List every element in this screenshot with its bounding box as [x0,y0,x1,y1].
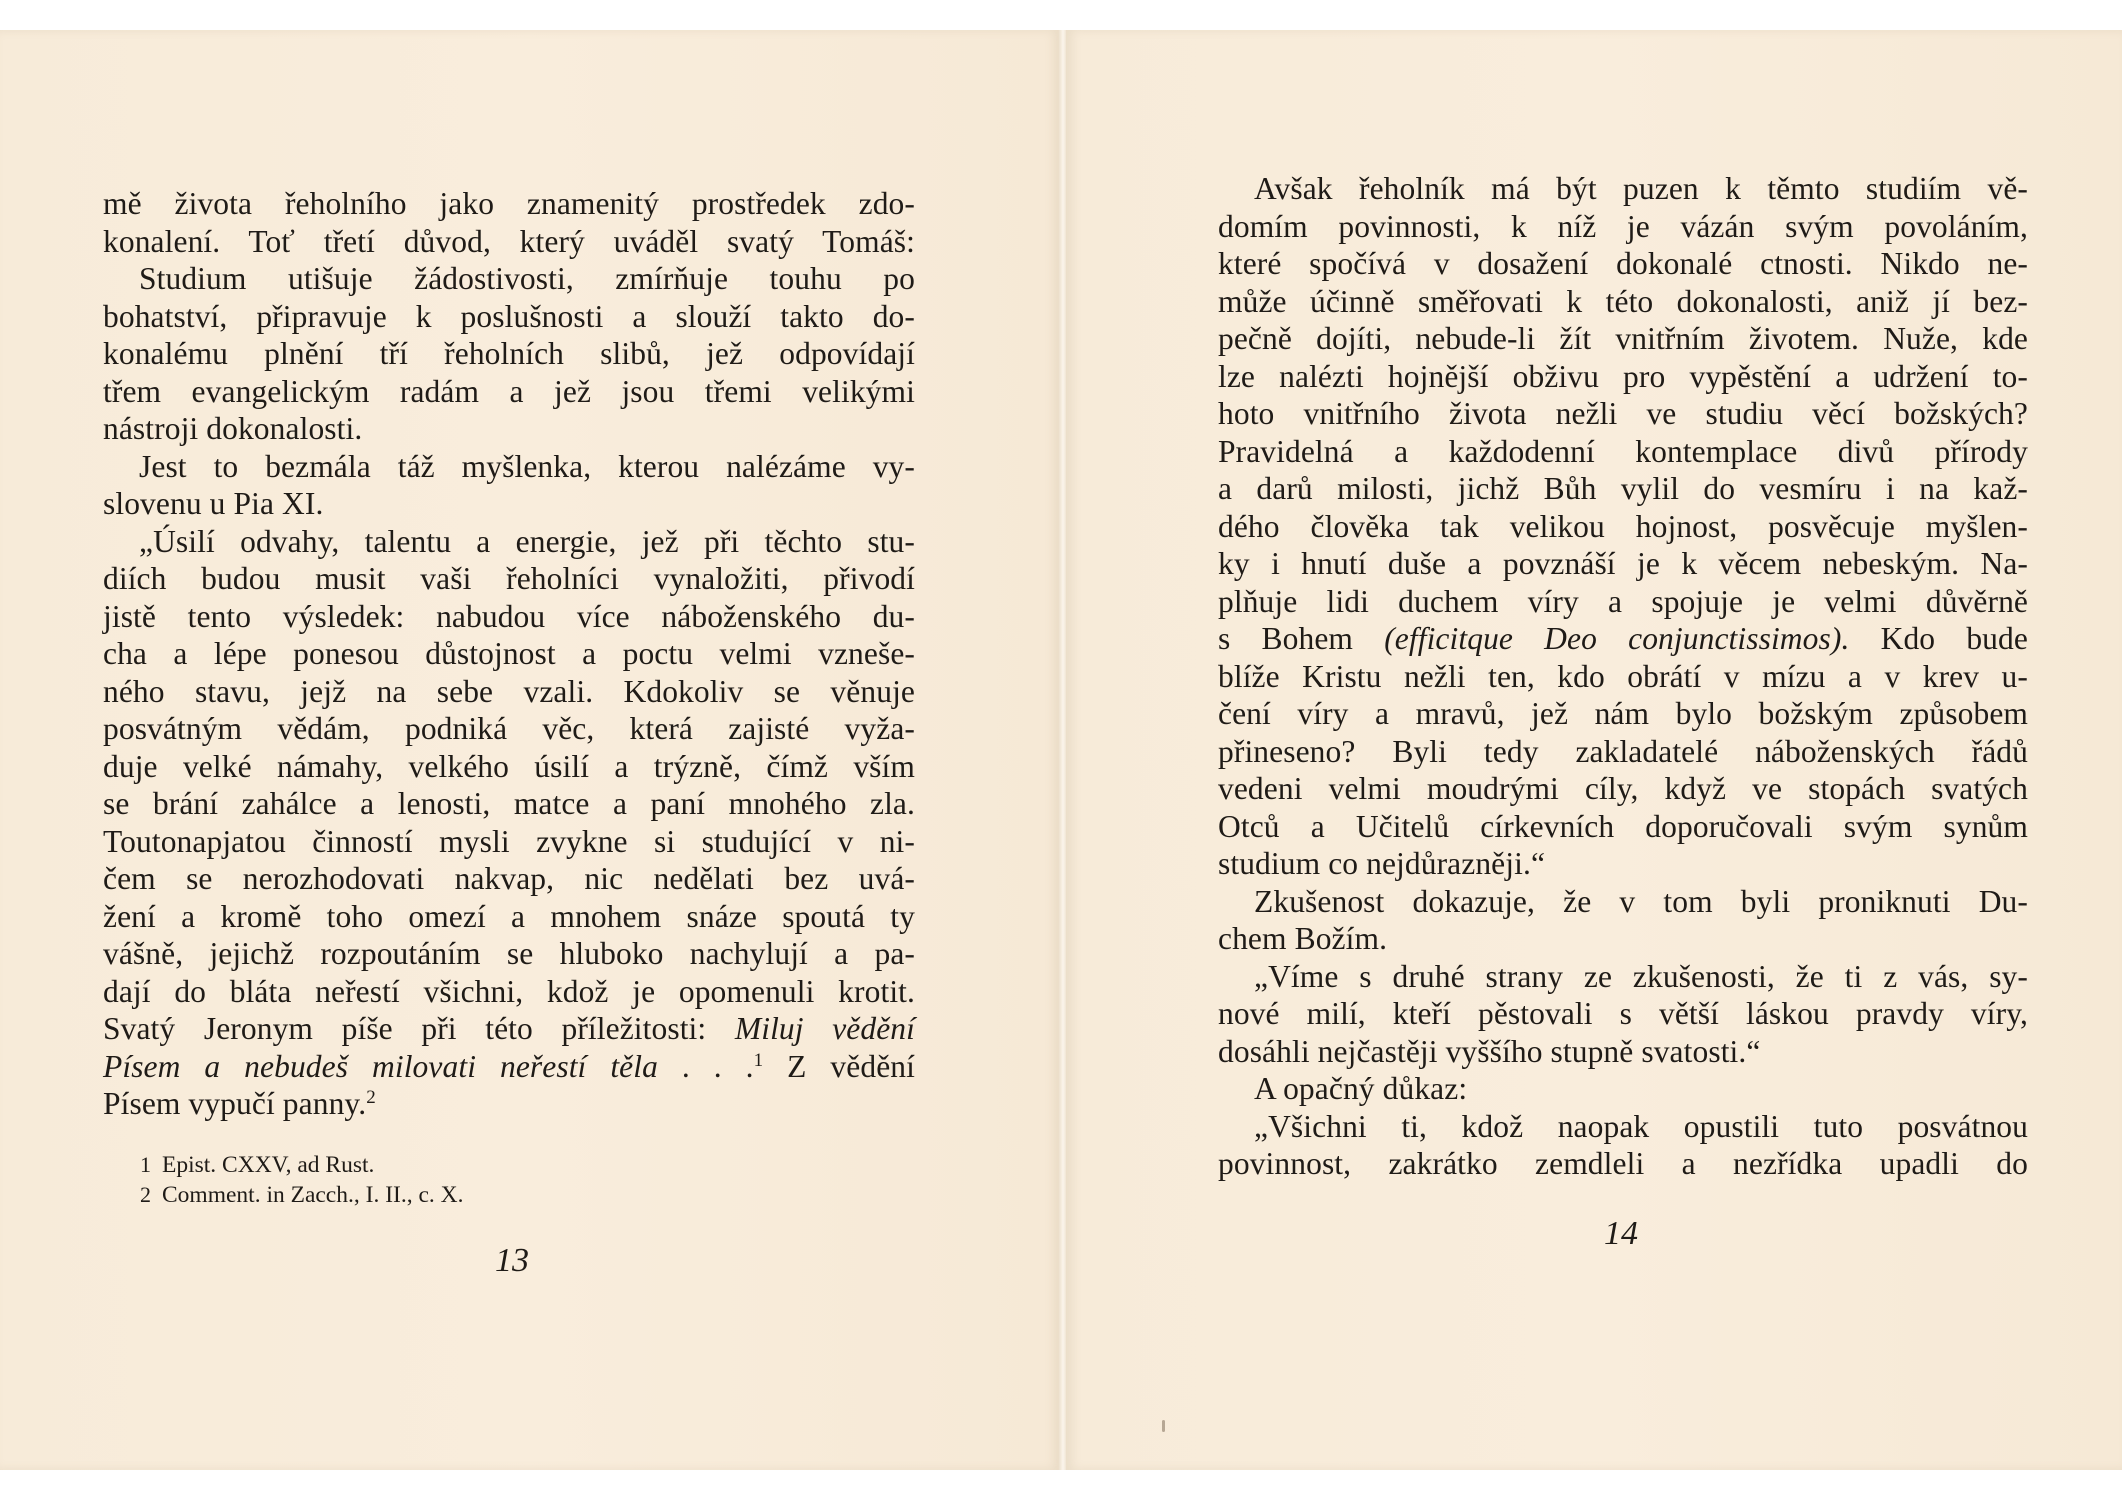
text-line: a darů milosti, jichž Bůh vylil do vesmíru i na kaž- [1218,471,2028,506]
text-line: posvátným vědám, podniká věc, která zajisté vyža- [103,711,915,746]
italic-quote: Miluj vědění [734,1011,916,1046]
text-line: „Úsilí odvahy, talentu a energie, jež při těchto stu- [139,523,915,559]
right-page-body [1218,170,2028,1183]
text-line: lze nalézti hojnější obživu pro vypěstění a udržení to- [1218,358,2028,394]
text-line: může účinně směřovati k této dokonalosti, aniž jí bez- [1218,283,2028,319]
text-line: A opačný důkaz: [1254,1071,1468,1106]
text-fragment: Kdo bude [1849,621,2028,656]
text-line: plňuje lidi duchem víry a spojuje je velmi důvěrně [1218,583,2028,619]
footnote-marker: 1 [753,1049,764,1071]
left-page-body [103,185,915,1123]
text-line: čení víry a mravů, jež nám bylo božským způsobem [1218,696,2028,731]
text-line: nástroji dokonalosti. [103,411,363,446]
text-line: třem evangelickým radám a jež jsou třemi velikými [103,373,915,409]
text-line: chem Božím. [1218,921,1388,956]
footnote-text: Epist. CXXV, ad Rust. [162,1152,375,1178]
text-line: hoto vnitřního života nežli ve studiu věcí božských? [1218,396,2028,431]
text-line: jistě tento výsledek: nabudou více náboženského du- [103,598,915,634]
footnote [140,1150,740,1180]
text-line: duje velké námahy, velkého úsilí a trýzně, čímž vším [103,748,915,784]
text-line [103,1048,915,1086]
text-line: Avšak řeholník má být puzen k těmto studiím vě- [1254,171,2028,206]
text-line: konalému plnění tří řeholních slibů, jež odpovídají [103,336,915,371]
text-line [103,1010,915,1048]
page-number: 13 [495,1242,529,1279]
italic-quote: (efficitque Deo conjunctissimos). [1384,621,1850,656]
text-line: studium co nejdůrazněji.“ [1218,846,1546,881]
text-line: které spočívá v dosažení dokonalé ctnosti. Nikdo ne- [1218,246,2028,281]
text-line [103,1085,915,1123]
text-line: ného stavu, jejž na sebe vzali. Kdokoliv se věnuje [103,673,915,709]
text-line: pečně dojíti, nebude-li žít vnitřním životem. Nuže, kde [1218,321,2028,356]
text-line: dají do bláta neřestí všichni, kdož je opomenuli krotit. [103,973,915,1009]
text-fragment: Písem vypučí panny. [103,1086,367,1121]
text-line: diích budou musit vaši řeholníci vynaložiti, přivodí [103,561,915,596]
text-line: blíže Kristu nežli ten, kdo obrátí v mízu a v krev u- [1218,658,2028,694]
footnotes [140,1150,740,1210]
text-line: konalení. Toť třetí důvod, který uváděl svatý Tomáš: [103,223,915,259]
text-fragment: Svatý Jeronym píše při této příležitosti: [103,1011,707,1046]
text-line: čem se nerozhodovati nakvap, nic nedělati bez uvá- [103,861,915,896]
text-fragment: s Bohem [1218,621,1385,656]
text-line: Pravidelná a každodenní kontemplace divů přírody [1218,433,2028,469]
text-line: ky i hnutí duše a povznáší je k věcem nebeským. Na- [1218,546,2028,581]
text-line: mě života řeholního jako znamenitý prostředek zdo- [103,186,915,221]
text-line: bohatství, připravuje k poslušnosti a slouží takto do- [103,298,915,334]
text-line: „Víme s druhé strany ze zkušenosti, že ti z vás, sy- [1254,958,2028,994]
text-line: dosáhli nejčastěji vyššího stupně svatosti.“ [1218,1033,1761,1069]
text-line: přineseno? Byli tedy zakladatelé náboženských řádů [1218,733,2028,769]
text-line: Otců a Učitelů církevních doporučovali svým synům [1218,808,2028,844]
text-line: slovenu u Pia XI. [103,486,324,521]
text-line: se brání zahálce a lenosti, matce a paní mnohého zla. [103,786,915,821]
text-line: Jest to bezmála táž myšlenka, kterou nalézáme vy- [139,448,915,484]
text-line: nové milí, kteří pěstovali s větší láskou pravdy víry, [1218,996,2028,1031]
footnote-number: 1 [140,1152,151,1177]
right-page [1066,30,2122,1470]
text-fragment: Z vědění [763,1048,915,1084]
page-number: 14 [1604,1215,1638,1252]
footnote [140,1180,740,1210]
text-line: dého člověka tak velikou hojnost, posvěcuje myšlen- [1218,508,2028,544]
text-line: vášně, jejichž rozpoutáním se hluboko nachylují a pa- [103,936,915,971]
footnote-text: Comment. in Zacch., I. II., c. X. [162,1182,464,1208]
text-line: povinnost, zakrátko zemdleli a nezřídka upadli do [1218,1146,2028,1181]
text-line [1218,620,2028,658]
text-line: cha a lépe ponesou důstojnost a poctu velmi vzneše- [103,636,915,671]
text-line: domím povinnosti, k níž je vázán svým povoláním, [1218,208,2028,244]
text-line: Studium utišuje žádostivosti, zmírňuje touhu po [139,261,915,296]
text-line: „Všichni ti, kdož naopak opustili tuto posvátnou [1254,1108,2028,1144]
left-page [0,30,1060,1470]
text-line: Zkušenost dokazuje, že v tom byli proniknuti Du- [1254,883,2028,919]
text-line: žení a kromě toho omezí a mnohem snáze spoutá ty [103,898,915,934]
italic-quote: Písem a nebudeš milovati neřestí těla [103,1048,658,1084]
text-fragment: . . . [657,1048,754,1084]
footnote-number: 2 [140,1182,151,1207]
paper-speck [1162,1420,1165,1432]
footnote-marker: 2 [366,1087,376,1108]
text-line: vedeni velmi moudrými cíly, když ve stopách svatých [1218,771,2028,806]
text-line: Toutonapjatou činností mysli zvykne si studující v ni- [103,823,915,859]
